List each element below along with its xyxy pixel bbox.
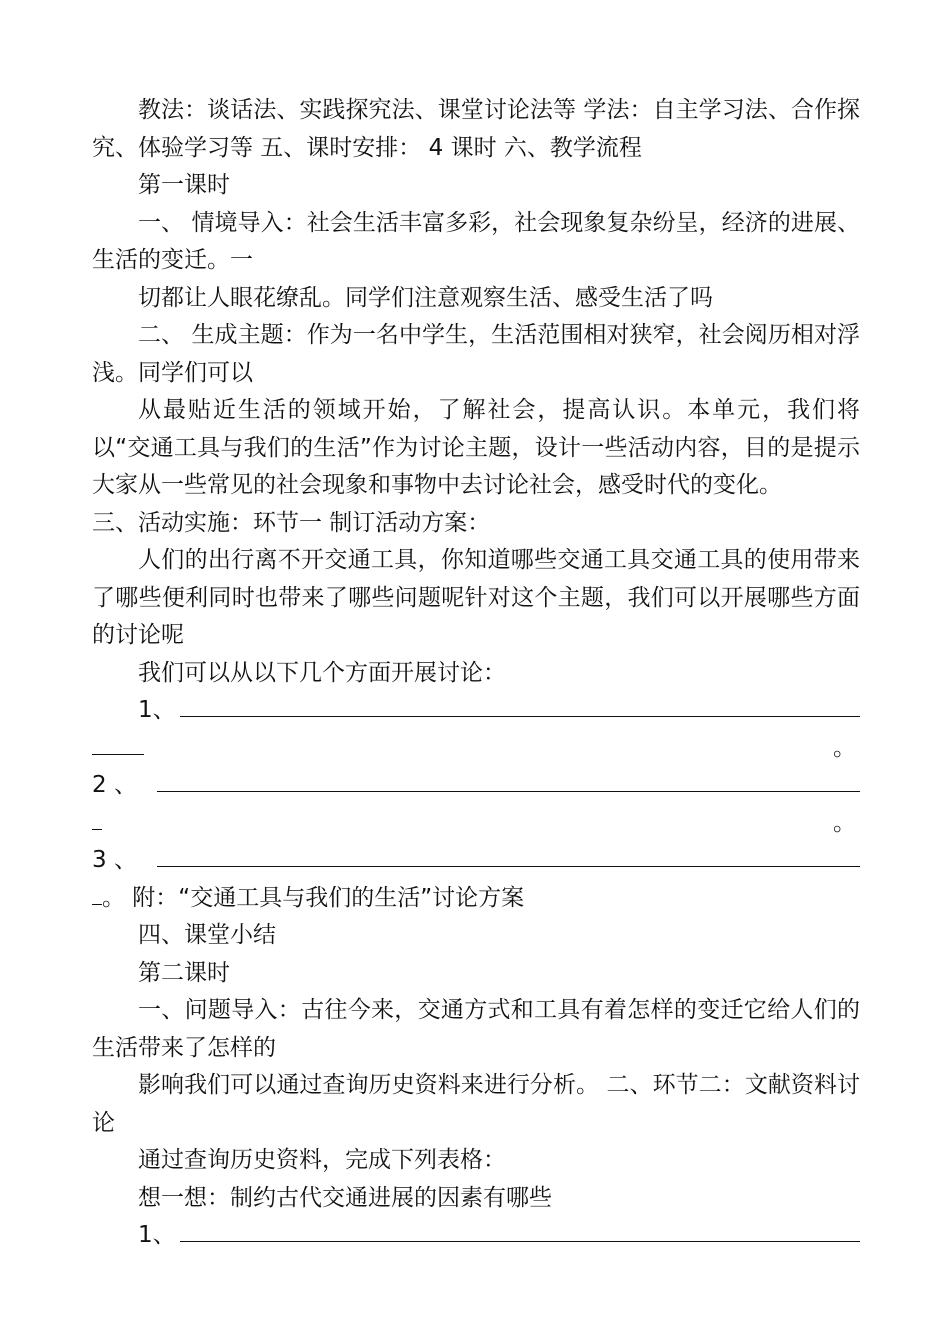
- fill-in-blank-2[interactable]: [157, 767, 860, 792]
- paragraph-complete-table: 通过查询历史资料，完成下列表格：: [138, 1147, 506, 1173]
- blank-label-2: 2 、: [92, 772, 137, 798]
- fill-in-blank-1[interactable]: [180, 692, 860, 717]
- blank-line-3-cont: [92, 880, 860, 918]
- blank-line-2-cont: [92, 805, 860, 843]
- paragraph-scenario-cont: 切都让人眼花缭乱。同学们注意观察生活、感受生活了吗: [138, 284, 713, 311]
- paragraph-discussion-aspects: 我们可以从以下几个方面开展讨论：: [138, 659, 506, 686]
- fill-in-blank-3[interactable]: [157, 842, 860, 867]
- paragraph-think-question: 想一想：制约古代交通进展的因素有哪些: [138, 1184, 552, 1211]
- heading-lesson-two: 第二课时: [138, 959, 230, 986]
- appendix-discussion-plan: 。 附：“交通工具与我们的生活”讨论方案: [102, 884, 525, 911]
- blank-line-4: [92, 1217, 860, 1255]
- blank-label-4: 1、: [138, 1222, 176, 1248]
- blank-label-3: 3 、: [92, 847, 137, 873]
- blank-end-mark-2: 。: [833, 809, 856, 836]
- paragraph-literature-discussion: 影响我们可以通过查询历史资料来进行分析。 二、环节二：文献资料讨论: [92, 1072, 860, 1136]
- blank-line-3: [92, 842, 860, 880]
- fill-in-blank-1-tail[interactable]: [92, 730, 144, 755]
- paragraph-generate-theme: 二、 生成主题：作为一名中学生，生活范围相对狭窄，社会阅历相对浮浅。同学们可以: [92, 322, 860, 386]
- blank-line-1: [92, 692, 860, 730]
- fill-in-blank-2-tail[interactable]: [92, 805, 102, 830]
- paragraph-theme-cont: 从最贴近生活的领域开始，了解社会，提高认识。本单元，我们将以“交通工具与我们的生活”作为讨论主题，设计一些活动内容，目的是提示大家从一些常见的社会现象和事物中去讨论社会，感受时代的变化。: [92, 397, 860, 498]
- paragraph-transport-question: 人们的出行离不开交通工具，你知道哪些交通工具交通工具的使用带来了哪些便利同时也带来了哪些问题呢针对这个主题，我们可以开展哪些方面的讨论呢: [92, 547, 860, 648]
- fill-in-blank-4[interactable]: [180, 1217, 860, 1242]
- fill-in-blank-3-tail[interactable]: [92, 880, 102, 905]
- blank-label-1: 1、: [138, 697, 176, 723]
- heading-class-summary: 四、课堂小结: [138, 922, 276, 948]
- heading-activity-implementation: 三、活动实施：环节一 制订活动方案：: [92, 509, 491, 536]
- blank-line-1-cont: [92, 730, 860, 768]
- paragraph-methods: 教法：谈话法、实践探究法、课堂讨论法等 学法：自主学习法、合作探究、体验学习等 五、课时安排： 4 课时 六、教学流程: [92, 97, 860, 161]
- document-body: [92, 92, 860, 1255]
- heading-lesson-one: 第一课时: [138, 172, 230, 198]
- paragraph-problem-intro: 一、问题导入：古往今来，交通方式和工具有着怎样的变迁它给人们的生活带来了怎样的: [92, 997, 860, 1061]
- blank-line-2: [92, 767, 860, 805]
- paragraph-scenario-intro: 一、 情境导入：社会生活丰富多彩，社会现象复杂纷呈，经济的进展、生活的变迁。一: [92, 209, 860, 273]
- blank-end-mark-1: 。: [833, 734, 856, 761]
